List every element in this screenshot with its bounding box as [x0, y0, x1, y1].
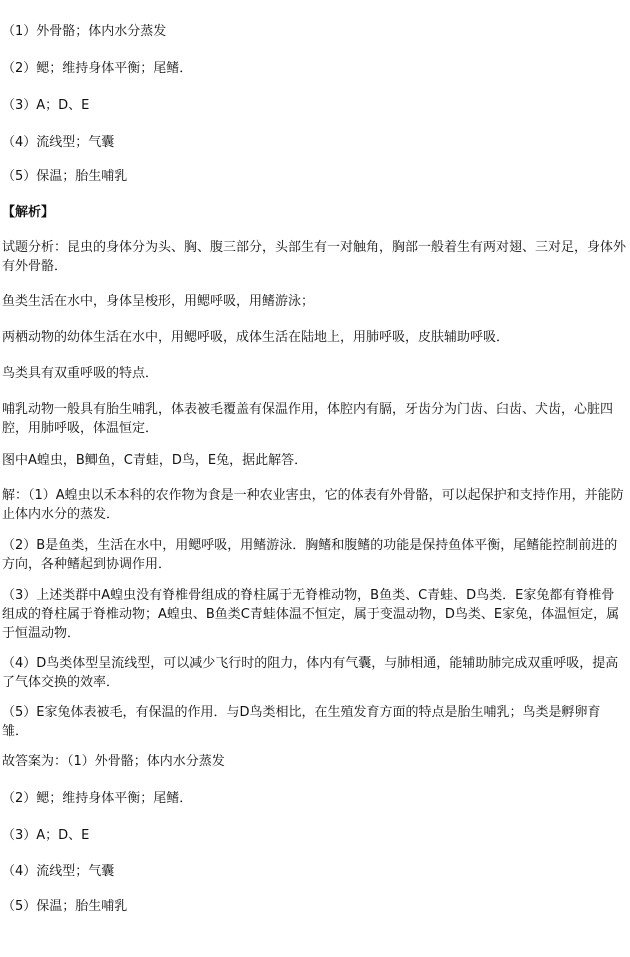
solution-paragraph-2: （2）B是鱼类，生活在水中，用鳃呼吸，用鳍游泳．胸鳍和腹鳍的功能是保持鱼体平衡，尾鳍能控制前进的方向，各种鳍起到协调作用．: [2, 538, 618, 572]
answer-line-2: （2）鳃；维持身体平衡；尾鳍．: [2, 61, 193, 76]
solution-paragraph-5: （5）E家兔体表被毛，有保温的作用．与D鸟类相比，在生殖发育方面的特点是胎生哺乳；鸟类是孵卵育雏．: [2, 705, 601, 739]
final-answer-line-3: （3）A；D、E: [2, 828, 90, 843]
analysis-paragraph-1: 试题分析：昆虫的身体分为头、胸、腹三部分，头部生有一对触角，胸部一般着生有两对翅、三对足，身体外有外骨骼．: [2, 240, 627, 274]
analysis-paragraph-5: 哺乳动物一般具有胎生哺乳，体表被毛覆盖有保温作用，体腔内有膈，牙齿分为门齿、臼齿、犬齿，心脏四腔，用肺呼吸，体温恒定．: [2, 402, 614, 436]
final-answer-line-5: （5）保温；胎生哺乳: [2, 899, 128, 914]
answer-line-3: （3）A；D、E: [2, 98, 90, 113]
solution-paragraph-3: （3）上述类群中A蝗虫没有脊椎骨组成的脊柱属于无脊椎动物，B鱼类、C青蛙、D鸟类．E家兔都有脊椎骨组成的脊柱属于脊椎动物；A蝗虫、B鱼类C青蛙体温不恒定，属于变温动物，D鸟类、E家兔，体温恒定，属于恒温动物．: [2, 588, 620, 641]
final-answer-line-1: 故答案为：（1）外骨骼；体内水分蒸发: [2, 754, 225, 769]
analysis-paragraph-2: 鱼类生活在水中，身体呈梭形，用鳃呼吸，用鳍游泳；: [2, 294, 315, 309]
answer-line-4: （4）流线型；气囊: [2, 135, 115, 150]
analysis-paragraph-3: 两栖动物的幼体生活在水中，用鳃呼吸，成体生活在陆地上，用肺呼吸，皮肤辅助呼吸．: [2, 330, 510, 345]
final-answer-line-4: （4）流线型；气囊: [2, 864, 115, 879]
analysis-heading: 【解析】: [2, 205, 55, 220]
analysis-paragraph-6: 图中A蝗虫，B鲫鱼，C青蛙，D鸟，E兔，据此解答．: [2, 453, 308, 468]
answer-line-5: （5）保温；胎生哺乳: [2, 169, 128, 184]
final-answer-line-2: （2）鳃；维持身体平衡；尾鳍．: [2, 791, 193, 806]
solution-paragraph-1: 解：（1）A蝗虫以禾本科的农作物为食是一种农业害虫，它的体表有外骨骼，可以起保护和支持作用，并能防止体内水分的蒸发．: [2, 488, 624, 522]
solution-paragraph-4: （4）D鸟类体型呈流线型，可以减少飞行时的阻力，体内有气囊，与肺相通，能辅助肺完成双重呼吸，提高了气体交换的效率．: [2, 656, 619, 690]
answer-line-1: （1）外骨骼；体内水分蒸发: [2, 24, 167, 39]
analysis-paragraph-4: 鸟类具有双重呼吸的特点．: [2, 366, 159, 381]
